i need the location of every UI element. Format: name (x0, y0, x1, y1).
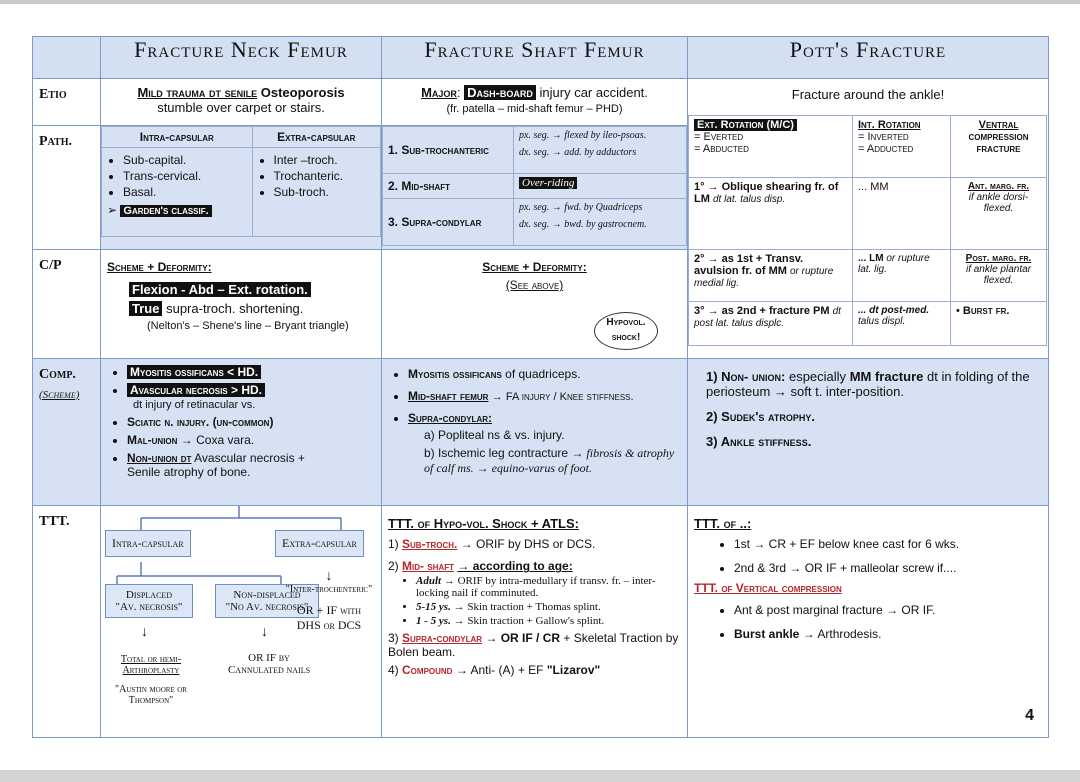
austin-label: "Austin moore or Thompson" (115, 684, 187, 707)
r3c2-a: ... dt post-med. (858, 305, 930, 316)
ttt-subtroch: Sub-troch. (402, 537, 458, 552)
r1c3-b: if ankle dorsi-flexed. (968, 192, 1029, 214)
pott-r1-c2: ... MM (853, 178, 951, 250)
pott-r2-c3 (951, 250, 1047, 302)
neck-comp-5a: Non-union dt (127, 450, 192, 465)
ttt-num: 2) (388, 559, 399, 574)
shaft-comp-1a: Myositis ossificans (408, 366, 502, 381)
r2c1-b: or rupture medial lig. (694, 266, 834, 289)
col1-title (694, 119, 847, 131)
neck-etio (101, 79, 382, 126)
r1c1-b: dt lat. talus disp. (712, 194, 786, 205)
pott-ttt-1: 1st → CR + EF below knee cast for 6 wks. (734, 537, 960, 552)
nondisplaced-label: Non-displaced (233, 589, 301, 602)
pott-comp-1d: dt in folding of the periosteum → soft t. inter-position. (706, 368, 1030, 399)
down-arrow-icon: ↓ (141, 623, 148, 640)
ttt-cannulated: OR IF by Cannulated nails (227, 652, 311, 677)
neck-path (101, 126, 382, 250)
garden-line: ➢ Garden's classif. (107, 203, 247, 217)
overriding: Over-riding (519, 177, 577, 189)
neck-comp-4a: Mal-union (127, 432, 178, 447)
shaft-path-supracond: 3. Supra-condylar (383, 199, 514, 246)
col3-fracture: compression fracture (968, 131, 1029, 155)
header-shaft-femur: Fracture Shaft Femur (382, 37, 688, 79)
pott-comp-2: 2) Sudek's atrophy. (706, 408, 815, 424)
intra-item: • Trans-cervical. (123, 169, 247, 183)
pott-col1-head (689, 116, 853, 178)
shaft-path-subtroch: 1. Sub-trochanteric (383, 127, 514, 174)
col3-title: Ventral (978, 119, 1019, 131)
neck-etio-stumble: stumble over carpet or stairs. (157, 100, 325, 116)
pott-r2-c2 (853, 250, 951, 302)
neck-comp-1: Myositis ossificans < HD. (127, 365, 261, 379)
pott-r1-c1 (689, 178, 853, 250)
row-label-etio: Etio (33, 79, 101, 126)
shaft-ttt-4 (388, 663, 681, 677)
neck-comp-2b: dt injury of retinacular vs. (133, 398, 256, 411)
shaft-ttt-2 (388, 559, 681, 573)
ttt-intra-box: Intra-capsular (105, 530, 191, 557)
displaced-note: "Av. necrosis" (115, 601, 183, 614)
shaft-comp-3: Supra-condylar: (408, 410, 492, 425)
shaft-path-subtroch-detail (514, 127, 687, 174)
r2c1-a: 2° → as 1st + Transv. avulsion fr. of MM (694, 253, 804, 277)
col2-adducted: = Adducted (858, 143, 914, 155)
shaft-ttt-title: TTT. of Hypo-vol. Shock + ATLS: (388, 516, 579, 532)
shaft-path (382, 126, 688, 250)
shaft-etio: Major: Dash-board injury car accident. (fr. patella – mid-shaft femur – PHD) (382, 79, 688, 126)
comp-label: Comp. (39, 366, 76, 382)
comp-row (33, 358, 1049, 506)
header-row (33, 37, 1049, 79)
pott-ttt-vc: TTT. of Vertical compression (694, 581, 842, 596)
pott-r1-c3 (951, 178, 1047, 250)
shaft-comp (382, 358, 688, 506)
page-number: 4 (1025, 707, 1034, 724)
col2-inverted: = Inverted (858, 131, 909, 143)
shaft-path-table (382, 126, 687, 246)
pott-comp-1b: especially (788, 368, 847, 384)
row-label-path: Path. (33, 126, 101, 250)
shaft-path-midshaft-detail (514, 174, 687, 199)
shaft-comp-3b-line (424, 446, 681, 476)
shaft-comp-3b: b) Ischemic leg contracture (424, 445, 569, 460)
ttt-5-15: 5-15 ys. (416, 601, 451, 614)
subtroch-dx: dx. seg. → add. by adductors (519, 147, 637, 159)
intra-item: • Basal. (123, 185, 247, 199)
header-corner (33, 37, 101, 79)
r3c3: Burst fr. (962, 305, 1010, 317)
col1-everted: = Everted (694, 131, 744, 143)
neck-path-extra-list (252, 148, 381, 237)
neck-path-table (101, 126, 381, 237)
inter-troch-orif: OR + IF with DHS or DCS (296, 603, 362, 633)
r1c1-a: 1° → Oblique shearing fr. of LM (694, 181, 839, 205)
extra-item: • Inter –troch. (274, 153, 376, 167)
ttt-supracond-detail: + Skeletal Traction by Bolen beam. (388, 631, 679, 660)
arthroplasty-label: Total or hemi-Arthroplasty (120, 654, 182, 677)
ttt-arthroplasty (105, 654, 197, 706)
r3c1-a: 3° → as 2nd + fracture PM (694, 305, 830, 317)
extra-item: • Sub-troch. (274, 185, 376, 199)
ttt-1-5: 1 - 5 ys. (416, 615, 451, 628)
r2c3-b: if ankle plantar flexed. (965, 264, 1032, 286)
inter-troch-label: "Inter-trochenteric" (285, 584, 373, 596)
ttt-1-5-detail: → Skin traction + Gallow's splint. (453, 615, 605, 628)
row-label-ttt: TTT. (33, 506, 101, 738)
shaft-ttt-1 (388, 537, 681, 551)
pott-comp-1a: 1) Non- union: (706, 368, 786, 384)
shock-line-2: shock! (611, 332, 641, 344)
subtroch-px: px. seg. → flexed by ileo-psoas. (519, 130, 647, 142)
supracond-px: px. seg. → fwd. by Quadriceps (519, 202, 643, 214)
pott-class-table (688, 115, 1047, 346)
r2c3-a: Post. marg. fr. (965, 253, 1032, 264)
nondisplaced-note: "No Av. necrosis" (225, 601, 309, 614)
pott-comp-1c: MM fracture (849, 368, 924, 384)
down-arrow-icon: ↓ (325, 569, 333, 585)
neck-cp-1 (129, 282, 375, 297)
neck-cp-1-text: Flexion - Abd – Ext. rotation. (129, 282, 311, 297)
header-neck-femur: Fracture Neck Femur (101, 37, 382, 79)
neck-etio-mild: Mild trauma dt senile (137, 85, 258, 101)
neck-comp-2: Avascular necrosis > HD. (127, 383, 265, 397)
supracond-dx: dx. seg. → bwd. by gastrocnem. (519, 219, 647, 231)
shaft-comp-2a: Mid-shaft femur (408, 388, 489, 403)
pott-classification (688, 115, 1046, 346)
ttt-extra-box: Extra-capsular (275, 530, 364, 557)
ttt-supracond-orif: → OR IF / CR (485, 631, 561, 646)
neck-ttt (101, 506, 382, 738)
pott-etio: Fracture around the ankle! (791, 87, 945, 103)
shaft-path-supracond-detail (514, 199, 687, 246)
row-label-cp: C/P (33, 250, 101, 359)
ttt-row (33, 506, 1049, 738)
neck-comp-5b: Avascular necrosis + (194, 450, 305, 465)
pott-comp-3: 3) Ankle stiffness. (706, 433, 812, 449)
shock-line-1: Hypovol. (606, 317, 646, 329)
ttt-inter-troch (285, 570, 373, 633)
neck-etio-osteo: Osteoporosis (260, 85, 345, 101)
shaft-cp-see: (See above) (505, 278, 564, 293)
ttt-compound-detail: → Anti- (A) + EF (455, 663, 544, 678)
ttt-num: 3) (388, 631, 399, 646)
shaft-comp-3c: → fibrosis & atrophy of calf ms. → equino-varus of foot. (424, 445, 675, 475)
pott-ttt-title: TTT. of ..: (694, 516, 752, 532)
pott-col3-head (951, 116, 1047, 178)
pott-ttt-4b: → Arthrodesis. (802, 627, 882, 642)
neck-comp-4b: → Coxa vara. (180, 432, 255, 447)
col1-abducted: = Abducted (694, 143, 749, 155)
neck-comp-3: Sciatic n. injury. (un-common) (127, 414, 274, 429)
shaft-ttt (382, 506, 688, 738)
pott-ttt-2: 2nd & 3rd → OR IF + malleolar screw if.... (734, 561, 957, 576)
neck-path-intra: Intra-capsular (102, 127, 253, 148)
header-pott: Pott's Fracture (688, 37, 1049, 79)
shaft-comp-3a: a) Popliteal ns & vs. injury. (424, 427, 565, 442)
r3c1-b: dt post lat. talus displc. (694, 306, 841, 329)
neck-path-extra: Extra-capsular (252, 127, 381, 148)
shaft-etio-assoc: (fr. patella – mid-shaft femur – PHD) (446, 103, 623, 116)
r2c2-a: ... LM (858, 253, 884, 264)
neck-cp (101, 250, 382, 359)
ttt-lizarov: "Lizarov" (546, 663, 601, 678)
col1-title-text: Ext. Rotation (M/C) (694, 119, 797, 131)
pott-ttt (688, 506, 1049, 738)
hypovol-shock-badge (594, 312, 658, 350)
displaced-label: Displaced (125, 589, 173, 602)
row-label-comp (33, 358, 101, 506)
ttt-compound: Compound (402, 663, 453, 678)
top-border (0, 0, 1080, 4)
neck-comp (101, 358, 382, 506)
down-arrow-icon: ↓ (261, 623, 268, 640)
ttt-supracond: Supra-condylar (402, 631, 483, 646)
ttt-5-15-detail: → Skin traction + Thomas splint. (453, 601, 601, 614)
neck-path-intra-list (102, 148, 253, 237)
pott-comp (688, 358, 1049, 506)
r1c3-a: Ant. marg. fr. (967, 181, 1030, 192)
ttt-adult-detail: → ORIF by intra-medullary if transv. fr. – inter-locking nail if comminuted. (416, 575, 656, 600)
neck-cp-3: (Nelton's – Shene's line – Bryant triangle) (147, 320, 349, 333)
pott-ttt-4a: Burst ankle (734, 627, 800, 642)
neck-cp-2 (129, 301, 375, 316)
garden-classif: Garden's classif. (120, 205, 211, 217)
col2-title: Int. Rotation (858, 119, 921, 131)
shaft-cp (382, 250, 688, 359)
shaft-comp-2b: → FA injury / Knee stiffness. (491, 390, 634, 403)
shaft-etio-injury: injury car accident. (539, 85, 648, 101)
shaft-cp-title: Scheme + Deformity: (482, 260, 587, 275)
ttt-midshaft: Mid- shaft (402, 559, 455, 574)
shaft-comp-1b: of quadriceps. (505, 366, 581, 381)
ttt-subtroch-detail: → ORIF by DHS or DCS. (460, 537, 596, 552)
neck-comp-5c: Senile atrophy of bone. (127, 464, 251, 479)
comp-sub-label: (Scheme) (39, 388, 80, 401)
ttt-displaced-box (105, 584, 193, 618)
shaft-path-midshaft: 2. Mid-shaft (383, 174, 514, 199)
shaft-etio-dashboard: Dash-board (464, 85, 536, 100)
pott-r2-c1 (689, 250, 853, 302)
shaft-etio-major: Major (421, 85, 457, 101)
pott-ttt-3: Ant & post marginal fracture → OR IF. (734, 603, 936, 618)
ttt-midshaft-age: → according to age: (457, 559, 573, 574)
pott-r3-c1 (689, 302, 853, 346)
neck-cp-title: Scheme + Deformity: (107, 260, 212, 275)
intra-item: • Sub-capital. (123, 153, 247, 167)
neck-cp-2-text: supra-troch. shortening. (166, 301, 304, 317)
pott-r3-c2 (853, 302, 951, 346)
r2c2-b: or rupture lat. lig. (858, 253, 930, 275)
pott-r3-c3: • Burst fr. (951, 302, 1047, 346)
ttt-adult: Adult (416, 575, 442, 588)
bottom-border (0, 770, 1080, 782)
pott-col2-head (853, 116, 951, 178)
ttt-num: 4) (388, 663, 399, 678)
ttt-num: 1) (388, 537, 399, 552)
shaft-ttt-3 (388, 631, 681, 659)
extra-item: • Trochanteric. (274, 169, 376, 183)
r3c2-b: talus displ. (858, 316, 906, 327)
neck-cp-true: True (129, 301, 162, 316)
